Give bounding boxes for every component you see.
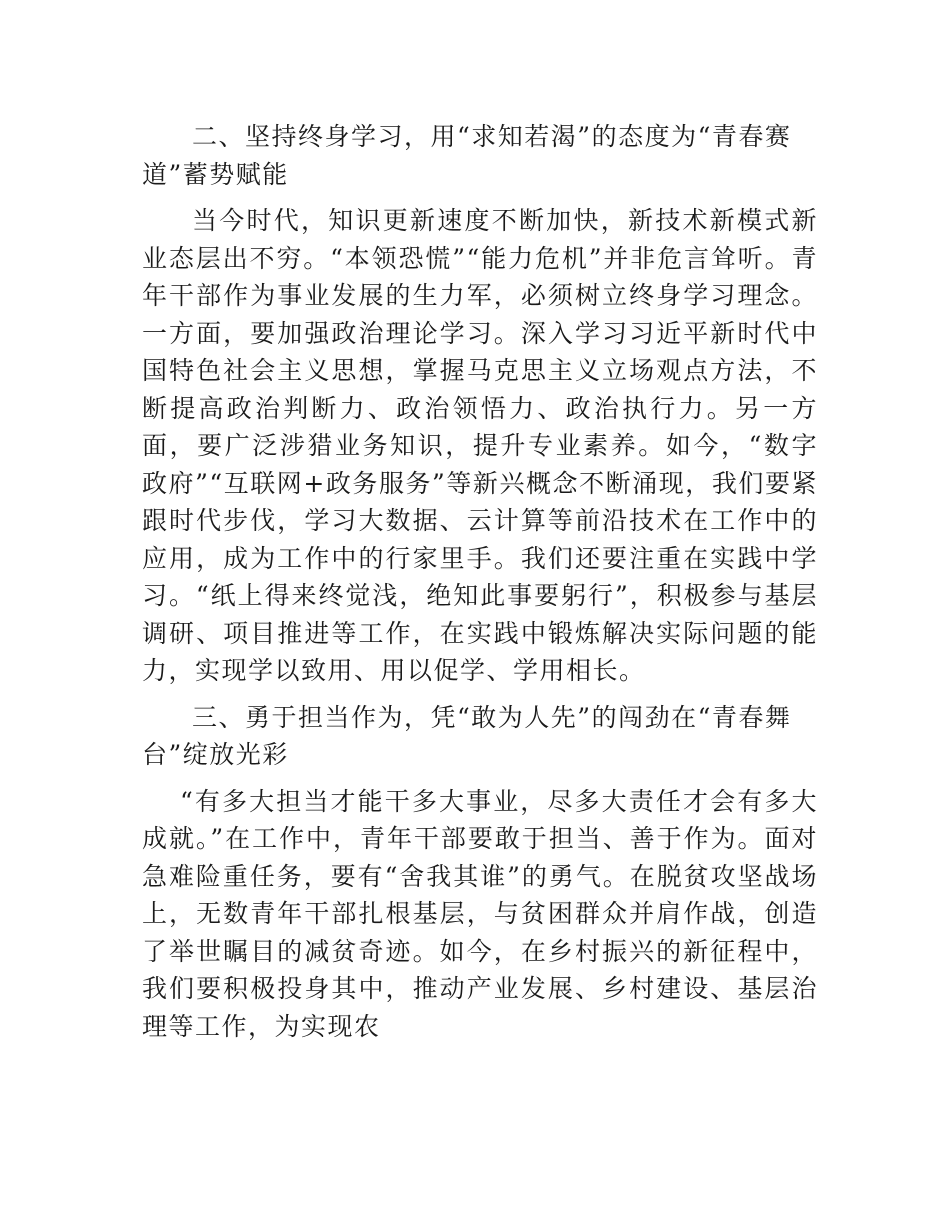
section-2-heading: 二、坚持终身学习，用“求知若渴”的态度为“青春赛道”蓄势赋能 <box>142 122 792 189</box>
document-body <box>142 118 818 1054</box>
section-3-heading: 三、勇于担当作为，凭“敢为人先”的闯劲在“青春舞台”绽放光彩 <box>142 702 792 769</box>
section-2-paragraph: 当今时代，知识更新速度不断加快，新技术新模式新业态层出不穷。“本领恐慌”“能力危机”并非危言耸听。青年干部作为事业发展的生力军，必须树立终身学习理念。一方面，要加强政治理论学习。深入学习习近平新时代中国特色社会主义思想，掌握马克思主义立场观点方法，不断提高政治判断力、政治领悟力、政治执行力。另一方面，要广泛涉猎业务知识，提升专业素养。如今，“数字政府”“互联网+政务服务”等新兴概念不断涌现，我们要紧跟时代步伐，学习大数据、云计算等前沿技术在工作中的应用，成为工作中的行家里手。我们还要注重在实践中学习。“纸上得来终觉浅，绝知此事要躬行”，积极参与基层调研、项目推进等工作，在实践中锻炼解决实际问题的能力，实现学以致用、用以促学、学用相长。 <box>142 206 818 685</box>
section-3-paragraph: “有多大担当才能干多大事业，尽多大责任才会有多大成就。”在工作中，青年干部要敢于担当、善于作为。面对急难险重任务，要有“舍我其谁”的勇气。在脱贫攻坚战场上，无数青年干部扎根基层，与贫困群众并肩作战，创造了举世瞩目的减贫奇迹。如今，在乡村振兴的新征程中，我们要积极投身其中，推动产业发展、乡村建设、基层治理等工作，为实现农 <box>142 786 818 1041</box>
